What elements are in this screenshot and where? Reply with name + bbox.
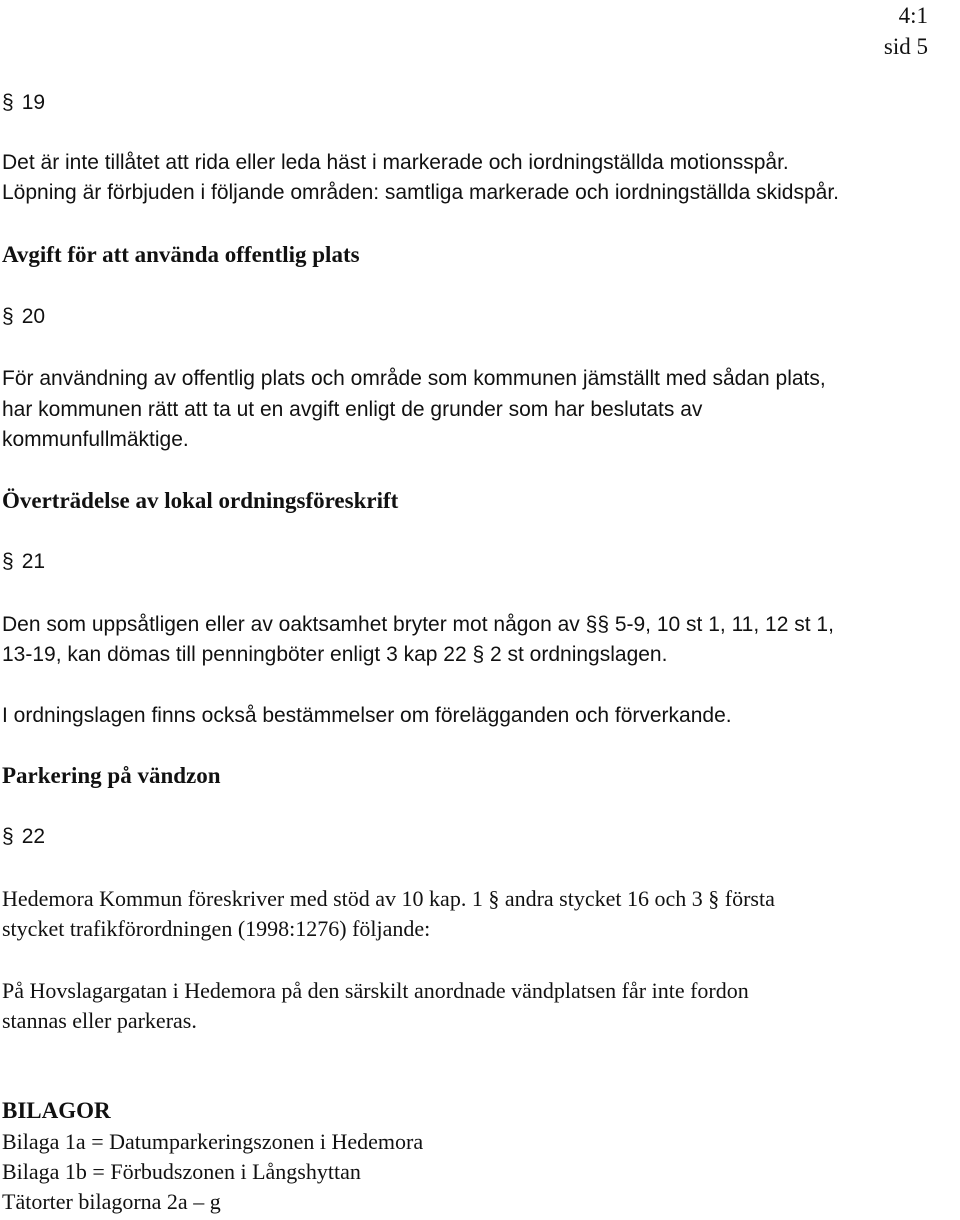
section-21-extra: I ordningslagen finns också bestämmelser om förelägganden och förverkande. [2, 704, 732, 727]
section-21-line-2: 13-19, kan dömas till penningböter enligt 3 kap 22 § 2 st ordningslagen. [2, 643, 668, 666]
section-19-line-2: Löpning är förbjuden i följande områden: samtliga markerade och iordningställda skidspår. [2, 181, 839, 204]
section-symbol: § [2, 91, 14, 114]
section-22-rule-line-1: På Hovslagargatan i Hedemora på den särskilt anordnade vändplatsen får inte fordon [2, 978, 749, 1003]
section-21-line-1: Den som uppsåtligen eller av oaktsamhet bryter mot någon av §§ 5-9, 10 st 1, 11, 12 st 1, [2, 613, 834, 636]
attachment-item: Tätorter bilagorna 2a – g [2, 1189, 221, 1214]
section-number: 21 [21, 550, 46, 573]
section-21-label [2, 547, 45, 577]
section-symbol: § [2, 550, 14, 573]
section-22-rule-line-2: stannas eller parkeras. [2, 1008, 197, 1033]
section-20-heading: Avgift för att använda offentlig plats [2, 242, 360, 267]
section-20-label [2, 302, 45, 332]
attachment-item: Bilaga 1a = Datumparkeringszonen i Hedemora [2, 1129, 424, 1154]
attachment-item: Bilaga 1b = Förbudszonen i Långshyttan [2, 1159, 361, 1184]
attachments-heading: BILAGOR [2, 1098, 111, 1123]
section-19-line-1: Det är inte tillåtet att rida eller leda häst i markerade och iordningställda motionsspår. [2, 151, 789, 174]
page-number: sid 5 [883, 34, 928, 59]
section-22-line-1: Hedemora Kommun föreskriver med stöd av 10 kap. 1 § andra stycket 16 och 3 § första [2, 886, 775, 911]
section-19-label [2, 88, 45, 118]
page-ref: 4:1 [898, 3, 928, 28]
page-header [884, 0, 928, 62]
section-22-line-2: stycket trafikförordningen (1998:1276) följande: [2, 916, 431, 941]
section-number: 19 [21, 91, 46, 114]
section-20-line-3: kommunfullmäktige. [2, 428, 189, 451]
section-21-heading: Överträdelse av lokal ordningsföreskrift [2, 488, 399, 513]
section-number: 20 [21, 305, 46, 328]
section-20-line-1: För användning av offentlig plats och område som kommunen jämställt med sådan plats, [2, 367, 826, 390]
section-symbol: § [2, 825, 14, 848]
section-22-label [2, 822, 45, 852]
section-symbol: § [2, 305, 14, 328]
section-20-line-2: har kommunen rätt att ta ut en avgift enligt de grunder som har beslutats av [2, 398, 703, 421]
section-22-heading: Parkering på vändzon [2, 763, 221, 788]
section-number: 22 [21, 825, 46, 848]
